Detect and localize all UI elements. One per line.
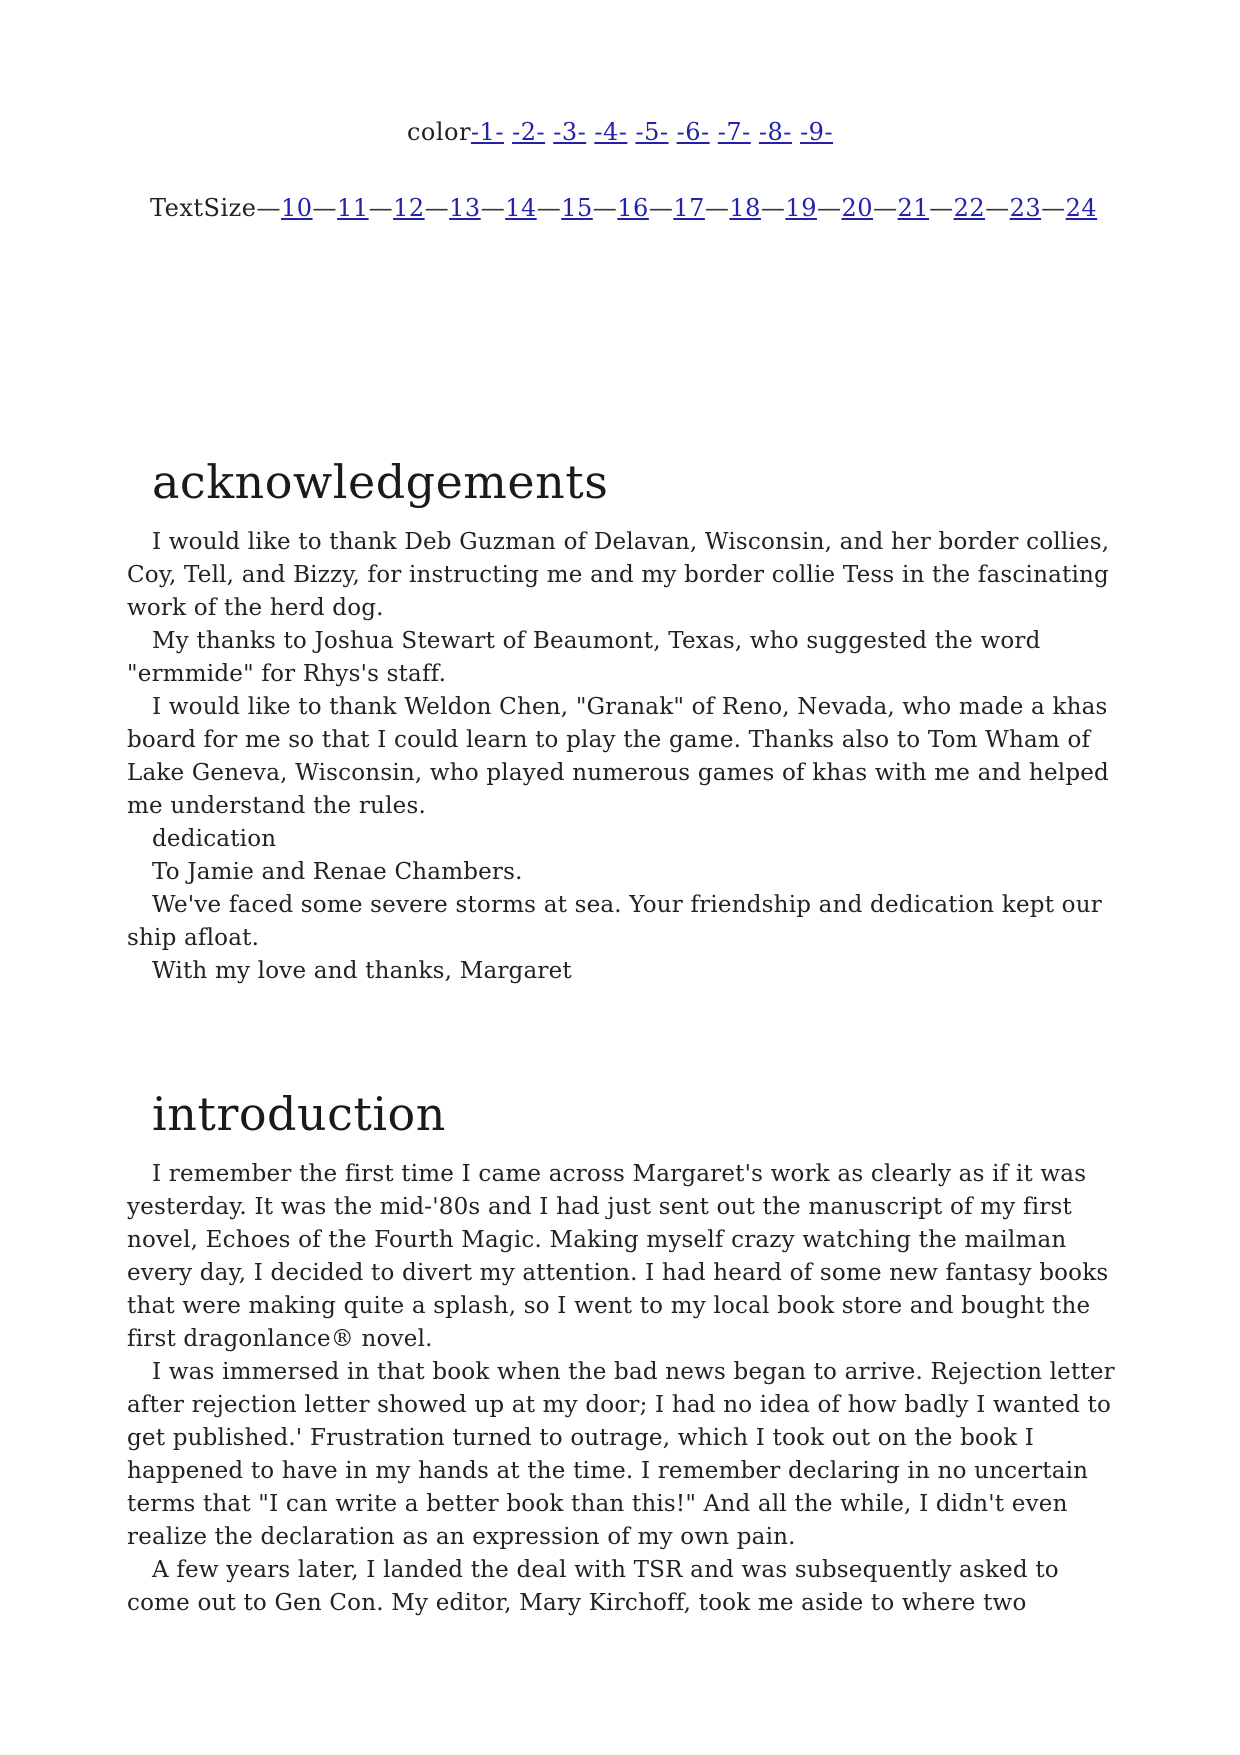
separator: —: [760, 194, 786, 222]
separator: —: [368, 194, 394, 222]
separator: [751, 118, 759, 146]
separator: [504, 118, 512, 146]
separator: —: [873, 194, 898, 222]
separator: [627, 118, 635, 146]
section-heading: introduction: [152, 1087, 446, 1141]
separator: —: [816, 194, 842, 222]
text-size-link-10[interactable]: 10: [281, 194, 313, 222]
paragraph: We've faced some severe storms at sea. Your friendship and dedication kept our ship afloat.: [127, 892, 1102, 951]
text-size-nav: [150, 194, 1150, 222]
text-size-link-14[interactable]: 14: [505, 194, 537, 222]
color-link-5[interactable]: -5-: [635, 118, 669, 146]
section-heading: acknowledgements: [152, 455, 609, 509]
acknowledgements-section: [127, 452, 1117, 988]
text-size-link-23[interactable]: 23: [1009, 194, 1042, 222]
separator: [710, 118, 718, 146]
text-size-link-24[interactable]: 24: [1065, 194, 1098, 222]
separator: —: [312, 194, 338, 222]
paragraph: I would like to thank Deb Guzman of Delavan, Wisconsin, and her border collies, Coy, Tell, and Bizzy, for instructing me and my border collie Tess in the fascinating work of the herd dog.: [127, 529, 1110, 621]
paragraph: I remember the first time I came across Margaret's work as clearly as if it was yesterday. It was the mid-'80s and I had just sent out the manuscript of my first novel, Echoes of the Fourth Magic. Making myself crazy watching the mailman every day, I decided to divert my attention. I had heard of some new fantasy books that were making quite a splash, so I went to my local book store and bought the first dragonlance® novel.: [127, 1161, 1109, 1352]
text-size-prefix: TextSize: [150, 194, 257, 222]
text-size-link-18[interactable]: 18: [729, 194, 761, 222]
color-link-3[interactable]: -3-: [553, 118, 587, 146]
text-size-link-11[interactable]: 11: [337, 194, 369, 222]
color-link-1[interactable]: -1-: [470, 118, 504, 146]
separator: —: [480, 194, 506, 222]
color-link-4[interactable]: -4-: [594, 118, 628, 146]
color-nav-prefix: color: [406, 118, 471, 146]
paragraph: I would like to thank Weldon Chen, "Granak" of Reno, Nevada, who made a khas board for me so that I could learn to play the game. Thanks also to Tom Wham of Lake Geneva, Wisconsin, who played numerous games of khas with me and helped me understand the rules.: [127, 694, 1109, 819]
separator: —: [536, 194, 562, 222]
separator: [545, 118, 553, 146]
text-size-link-15[interactable]: 15: [561, 194, 593, 222]
dedication-label: dedication: [152, 826, 277, 852]
separator: —: [704, 194, 730, 222]
text-size-link-17[interactable]: 17: [673, 194, 705, 222]
color-link-7[interactable]: -7-: [717, 118, 751, 146]
separator: —: [929, 194, 954, 222]
paragraph: My thanks to Joshua Stewart of Beaumont, Texas, who suggested the word "ermmide" for Rhys's staff.: [127, 628, 1041, 687]
color-nav: [0, 118, 1240, 146]
separator: —: [592, 194, 618, 222]
text-size-link-22[interactable]: 22: [953, 194, 986, 222]
separator: [792, 118, 800, 146]
introduction-section: [127, 1084, 1117, 1620]
paragraph: I was immersed in that book when the bad news began to arrive. Rejection letter after rejection letter showed up at my door; I had no idea of how badly I wanted to get published.' Frustration turned to outrage, which I took out on the book I happened to have in my hands at the time. I remember declaring in no uncertain terms that "I can write a better book than this!" And all the while, I didn't even realize the declaration as an expression of my own pain.: [127, 1359, 1115, 1550]
color-link-2[interactable]: -2-: [512, 118, 546, 146]
separator: —: [985, 194, 1010, 222]
separator: —: [424, 194, 450, 222]
separator: —: [1041, 194, 1066, 222]
paragraph: A few years later, I landed the deal with TSR and was subsequently asked to come out to Gen Con. My editor, Mary Kirchoff, took me aside to where two: [127, 1557, 1059, 1616]
signature-line: With my love and thanks, Margaret: [152, 958, 572, 984]
color-link-6[interactable]: -6-: [676, 118, 710, 146]
separator: —: [648, 194, 674, 222]
text-size-link-21[interactable]: 21: [897, 194, 930, 222]
separator: —: [256, 194, 281, 222]
paragraph: To Jamie and Renae Chambers.: [152, 859, 523, 885]
color-link-9[interactable]: -9-: [800, 118, 834, 146]
text-size-link-13[interactable]: 13: [449, 194, 481, 222]
color-link-8[interactable]: -8-: [758, 118, 792, 146]
text-size-link-12[interactable]: 12: [393, 194, 425, 222]
text-size-link-20[interactable]: 20: [841, 194, 874, 222]
text-size-link-16[interactable]: 16: [617, 194, 649, 222]
separator: [669, 118, 677, 146]
text-size-link-19[interactable]: 19: [785, 194, 817, 222]
